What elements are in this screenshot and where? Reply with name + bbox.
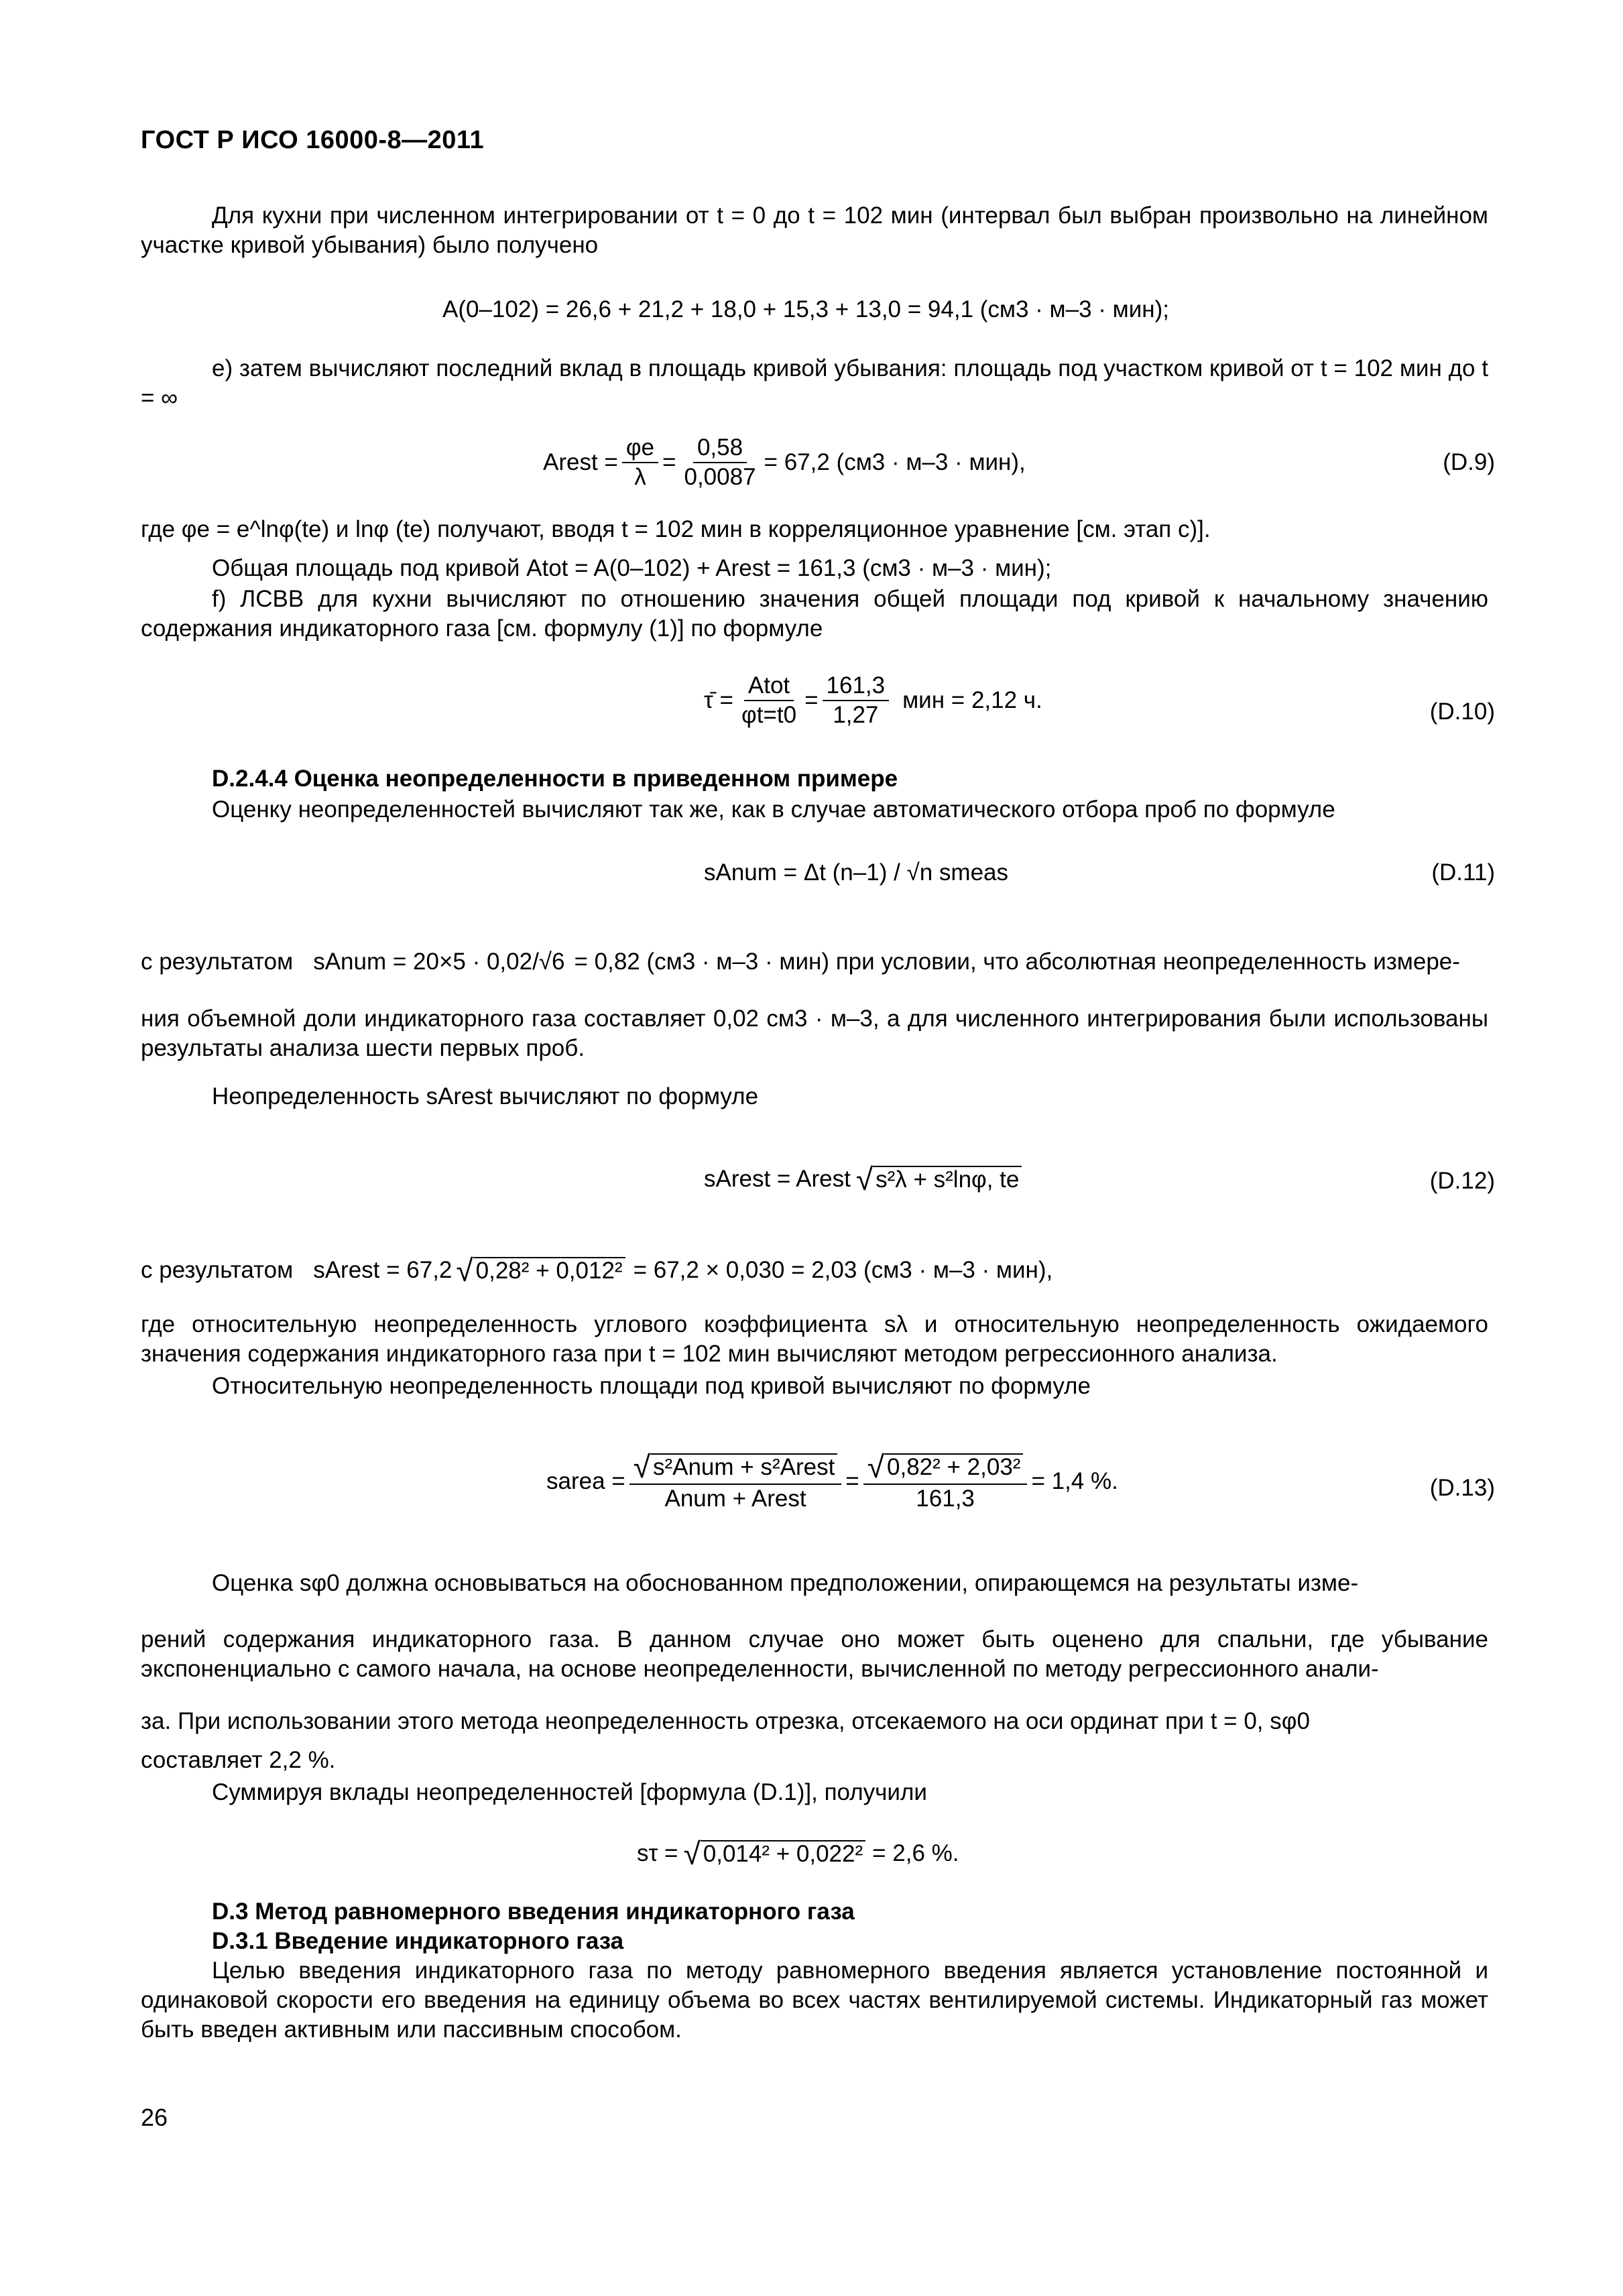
paragraph-where-phi: где φe = e^lnφ(te) и lnφ (te) получают, вводя t = 102 мин в корреляционное уравнение [см. этап c)].: [141, 516, 1211, 542]
eq-d9-equals: =: [662, 449, 676, 476]
paragraph-slope-uncertainty: где относительную неопределенность углового коэффициента sλ и относительную неопределенность ожидаемого значения содержания индикаторного газа при t = 102 мин вычисляют методом регрессионного анализа.: [141, 1311, 1488, 1367]
paragraph-sphi0-body: рений содержания индикаторного газа. В данном случае оно может быть оценено для спальни, где убывание экспоненциально с самого начала, на основе неопределенности, вычисленной по методу регрессионного анали-: [141, 1626, 1488, 1682]
eq-d10-f2-den: 1,27: [833, 702, 879, 728]
eq-d9-f2-num: 0,58: [693, 435, 747, 464]
section-heading-d244: D.2.4.4 Оценка неопределенности в приведенном примере: [212, 766, 898, 792]
eq-d12-radicand: s²λ + s²lnφ, te: [873, 1166, 1022, 1193]
result-sarest-prefix: с результатом: [141, 1257, 294, 1284]
equation-d9: [543, 429, 1026, 496]
eq-d13-rhs: = 1,4 %.: [1031, 1468, 1118, 1495]
eq-d9-lhs: Arest =: [543, 449, 618, 476]
eq-d12-lhs: sArest = Arest: [704, 1166, 851, 1193]
eq-d9-rhs: = 67,2 (см3 · м–3 · мин),: [764, 449, 1026, 476]
eq-d10-f1-num: Atot: [744, 673, 794, 702]
eq-d10-fraction-1: [737, 673, 800, 729]
eq-d10-f2-num: 161,3: [823, 673, 890, 702]
result-sanum-text: = 0,82 (см3 · м–3 · мин) при условии, что абсолютная неопределенность измере-: [574, 949, 1460, 975]
equation-d11: sAnum = Δt (n–1) / √n smeas: [704, 859, 1009, 886]
eq-d13-f1-den: Anum + Arest: [664, 1485, 806, 1512]
paragraph-measurement-note: ния объемной доли индикаторного газа составляет 0,02 см3 · м–3, а для численного интегрирования были использованы результаты анализа шести первых проб.: [141, 1006, 1488, 1061]
equation-number-d12: (D.12): [1429, 1168, 1495, 1194]
eq-d10-equals: =: [804, 687, 819, 714]
paragraph-sphi0-line-3: за. При использовании этого метода неопределенность отрезка, отсекаемого на оси ординат при t = 0, sφ0: [141, 1708, 1310, 1734]
eq-d13-lhs: sarea =: [546, 1468, 625, 1495]
eq-d13-f2-radical-sign: √: [867, 1449, 884, 1484]
eq-d9-f2-den: 0,0087: [684, 464, 756, 490]
eq-d9-fraction-2: [680, 435, 760, 491]
eq-d9-f1-den: λ: [634, 464, 646, 490]
equation-a0102: A(0–102) = 26,6 + 21,2 + 18,0 + 15,3 + 13,0 = 94,1 (см3 · м–3 · мин);: [442, 296, 1169, 322]
paragraph-summing: Суммируя вклады неопределенностей [формула (D.1)], получили: [212, 1779, 927, 1805]
eq-d13-fraction-2: [863, 1451, 1028, 1512]
paragraph-sarest-intro: Неопределенность sArest вычисляют по формуле: [212, 1083, 759, 1109]
document-header: ГОСТ Р ИСО 16000-8—2011: [141, 126, 485, 154]
paragraph-kitchen-integration: Для кухни при численном интегрировании от t = 0 до t = 102 мин (интервал был выбран произвольно на линейном участке кривой убывания) было получено: [141, 202, 1488, 258]
eq-d10-rhs: мин = 2,12 ч.: [902, 687, 1042, 714]
eq-d10-lhs: τ̄ =: [704, 687, 733, 714]
eq-stau-radicand: 0,014² + 0,022²: [701, 1840, 865, 1868]
equation-number-d11: (D.11): [1431, 859, 1495, 886]
equation-number-d13: (D.13): [1429, 1475, 1495, 1501]
eq-d9-fraction-1: [622, 435, 658, 491]
eq-stau-lhs: sτ =: [637, 1840, 678, 1867]
equation-d12: [704, 1156, 1022, 1203]
paragraph-step-f: f) ЛСВВ для кухни вычисляют по отношению значения общей площади под кривой к начальному значению содержания индикаторного газа [см. формулу (1)] по формуле: [141, 586, 1488, 642]
paragraph-total-area: Общая площадь под кривой Atot = A(0–102) + Arest = 161,3 (см3 · м–3 · мин);: [212, 555, 1052, 581]
eq-d13-f2-den: 161,3: [916, 1485, 975, 1512]
section-heading-d3: D.3 Метод равномерного введения индикаторного газа: [212, 1898, 855, 1925]
eq-d9-f1-num: φe: [622, 435, 658, 464]
result-line-sarest: [141, 1247, 1053, 1294]
eq-d13-f1-num: s²Anum + s²Arest: [650, 1453, 837, 1481]
result-sarest-rhs: = 67,2 × 0,030 = 2,03 (см3 · м–3 · мин),: [633, 1257, 1053, 1284]
paragraph-sphi0-line-4: составляет 2,2 %.: [141, 1747, 336, 1773]
paragraph-sphi0-line-1: Оценка sφ0 должна основываться на обоснованном предположении, опирающемся на результаты изме-: [212, 1570, 1359, 1596]
equation-d13: [546, 1435, 1118, 1528]
equation-d10: [704, 664, 1042, 737]
result-sanum-prefix: с результатом: [141, 949, 294, 975]
eq-d13-f1-radical-sign: √: [633, 1449, 650, 1484]
result-sanum-expression: sAnum = 20×5 · 0,02/√6: [313, 949, 565, 975]
eq-d12-radical-sign: √: [855, 1162, 874, 1197]
paragraph-d31-body: Целью введения индикаторного газа по методу равномерного введения является установление постоянной и одинаковой скорости его введения на единицу объема во всех частях вентилируемой системы. Индикаторный газ может быть введен активным или пассивным способом.: [141, 1957, 1488, 2043]
result-sarest-lhs: sArest = 67,2: [313, 1257, 453, 1284]
paragraph-relative-area-intro: Относительную неопределенность площади под кривой вычисляют по формуле: [212, 1373, 1091, 1399]
equation-stau: [637, 1830, 959, 1877]
result-line-sanum: [141, 932, 1460, 992]
eq-d13-f2-num: 0,82² + 2,03²: [884, 1453, 1023, 1481]
eq-d10-f1-den: φt=t0: [741, 702, 797, 728]
paragraph-step-e: e) затем вычисляют последний вклад в площадь кривой убывания: площадь под участком кривой от t = 102 мин до t = ∞: [141, 355, 1488, 411]
paragraph-uncertainty-intro: Оценку неопределенностей вычисляют так же, как в случае автоматического отбора проб по формуле: [212, 796, 1335, 823]
result-sarest-radicand: 0,28² + 0,012²: [473, 1257, 625, 1284]
eq-stau-radical-sign: √: [683, 1836, 701, 1871]
page-number: 26: [141, 2104, 168, 2131]
result-sarest-radical-sign: √: [456, 1253, 473, 1288]
section-heading-d31: D.3.1 Введение индикаторного газа: [212, 1928, 624, 1954]
eq-d10-fraction-2: [823, 673, 890, 729]
equation-number-d10: (D.10): [1429, 699, 1495, 725]
eq-d13-fraction-1: [629, 1451, 842, 1512]
equation-number-d9: (D.9): [1443, 449, 1495, 475]
eq-stau-rhs: = 2,6 %.: [872, 1840, 959, 1867]
eq-d13-equals: =: [845, 1468, 859, 1495]
